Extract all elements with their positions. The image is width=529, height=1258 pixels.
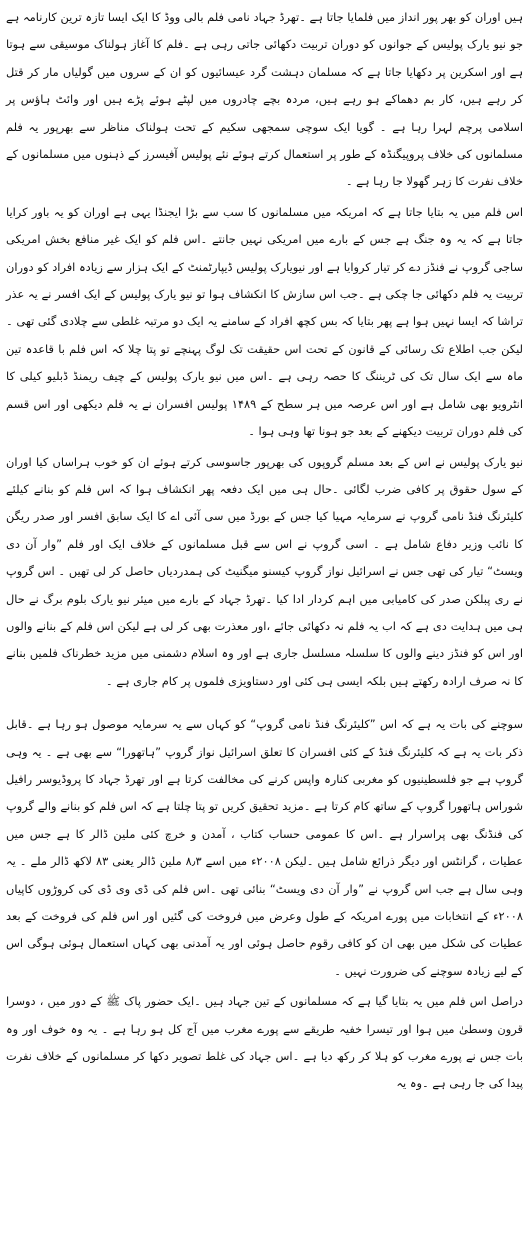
article-paragraph: ہیں اوران کو بھر پور انداز میں فلمایا جاتا ہے ۔تھرڈ جہاد نامی فلم بالی ووڈ کا ایک ایسا تازہ ترین کارنامہ ہے جو نیو یارک پولیس کے جوانوں کو دوران تربیت دکھائی جاتی رہی ہے ۔فلم کا آغاز ہولناک موسیقی سے ہوتا ہے اور اسکرین پر دکھایا جاتا ہے کہ مسلمان دہشت گرد عیسائیوں کو ان کے سروں میں گولیاں مار کر قتل کر رہے ہیں، کار بم دھماکے ہو رہے ہیں، مردہ بچے چادروں میں لپٹے ہوئے پڑے ہیں اور وائٹ ہاؤس پر اسلامی پرچم لہرا رہا ہے ۔ گویا ایک سوچی سمجھی سکیم کے تحت ہولناک مناظر سے بھرپور یہ فلم مسلمانوں کی خلاف پروپیگنڈہ کے طور پر استعمال کرتے ہوئے نئے پولیس آفیسرز کے ذہنوں میں مسلمانوں کے خلاف نفرت کا زہر گھولا جا رہا ہے ۔ bbox=[6, 10, 523, 189]
article-paragraph: سوچنے کی بات یہ ہے کہ اس ”کلیئرنگ فنڈ نامی گروپ“ کو کہاں سے یہ سرمایہ موصول ہو رہا ہے ۔قابل ذکر بات یہ ہے کہ کلیئرنگ فنڈ کے کئی افسران کا تعلق اسرائیل نواز گروپ ”ہاتھورا“ سے بھی ہے ۔ یہ وہی گروپ ہے جو فلسطینیوں کو مغربی کنارہ واپس کرنے کی مخالفت کرتا ہے اور تھرڈ جہاد کا پروڈیوسر رافیل شوراس ہاتھورا گروپ کے ساتھ کام کرتا ہے ۔مزید تحقیق کریں تو پتا چلتا ہے کہ اس فلم کو بنانے والے گروپ کی فنڈنگ بھی پراسرار ہے ۔اس کا عمومی حساب کتاب ، آمدن و خرچ کئی ملین ڈالر کا ہے جس میں عطیات ، گرانٹس اور دیگر ذرائع شامل ہیں ۔لیکن ۲۰۰۸ء میں اسے ۸٫۳ ملین ڈالر یعنی ۸۳ لاکھ ڈالر ملے ۔ یہ وہی سال ہے جب اس گروپ نے ”وار آن دی ویسٹ“ بنائی تھی ۔اس فلم کی ڈی وی ڈی کی کروڑوں کاپیاں ۲۰۰۸ء کے انتخابات میں پورے امریکہ کے طول وعرض میں فروخت کی گئیں اور اس فلم کی فروخت کے بعد عطیات کی شکل میں بھی ان کو کافی رقوم حاصل ہوئی اور یہ آمدنی بھی کہاں استعمال ہوئی ہوگی اس کے لیے زیادہ سوچنے کی ضرورت نہیں ۔ bbox=[6, 717, 524, 978]
article-paragraph: دراصل اس فلم میں یہ بتایا گیا ہے کہ مسلمانوں کے تین جہاد ہیں ۔ایک حضور پاک ﷺ کے دور میں ، دوسرا قرون وسطیٰ میں ہوا اور تیسرا خفیہ طریقے سے پورے مغرب میں آج کل ہو رہا ہے ۔ یہ وہ خوف اور وہ بات جس نے پورے مغرب کو ہلا کر رکھ دیا ہے ۔اس جہاد کی غلط تصویر دکھا کر مسلمانوں کے خلاف نفرت پیدا کی جا رہی ہے ۔وہ یہ bbox=[6, 994, 523, 1091]
article-paragraph: اس فلم میں یہ بتایا جاتا ہے کہ امریکہ میں مسلمانوں کا سب سے بڑا ایجنڈا یہی ہے اوران کو یہ باور کرایا جاتا ہے کہ یہ وہ جنگ ہے جس کے بارے میں امریکی نہیں جانتے ۔اس فلم کو ایک غیر منافع بخش امریکی ساجی گروپ نے فنڈز دے کر تیار کروایا ہے اور نیویارک پولیس ڈیپارٹمنٹ کے ایک ہزار سے زیادہ افراد کو دوران تربیت یہ فلم دکھائی جا چکی ہے ۔جب اس سازش کا انکشاف ہوا تو نیو یارک پولیس کے ایک افسر نے یہ عذر تراشا کہ ایسا نہیں ہوا ہے پھر بتایا کہ بس کچھ افراد کے سامنے یہ ایک دو مرتبہ غلطی سے چلادی گئی تھی ۔لیکن جب اطلاع تک رسائی کے قانون کے تحت اس حقیقت تک لوگ پہنچے تو پتا چلا کہ اس فلم با قاعدہ تین ماہ سے ایک سال تک کی ٹریننگ کا حصہ رہی ہے ۔اس میں نیو یارک پولیس کے چیف ریمنڈ ڈبلیو کیلی کا انٹرویو بھی شامل ہے اور اس عرصہ میں ہر سطح کے ۱۴۸۹ پولیس افسران نے یہ فلم دیکھی اور اس قسم کی فلم دوران تربیت دیکھنے کے بعد جو ہونا تھا وہی ہوا ۔ bbox=[6, 204, 523, 439]
article-paragraph: نیو یارک پولیس نے اس کے بعد مسلم گروپوں کی بھرپور جاسوسی کرتے ہوئے ان کو خوب ہراساں کیا اوران کے سول حقوق پر کافی ضرب لگائی ۔حال ہی میں ایک دفعہ پھر انکشاف ہوا کہ اس فلم کو بنانے کیلئے کلیئرنگ فنڈ نامی گروپ نے سرمایہ مہیا کیا جس کے بورڈ میں سی آئی اے کا ایک سابق افسر اور صدر ریگن کا نائب وزیر دفاع شامل ہے ۔ اسی گروپ نے اس سے قبل مسلمانوں کے خلاف ایک اور فلم ”وار آن دی ویسٹ“ تیار کی تھی جس نے اسرائیل نواز گروپ کیسنو میگنیٹ کی ہمدردیاں حاصل کر لی تھیں ۔ اس گروپ نے ری پبلکن صدر کی کامیابی میں اہم کردار ادا کیا ۔تھرڈ جہاد کے بارے میں میئر نیو یارک بلوم برگ نے حال ہی میں ہدایت دی ہے کہ اب یہ فلم نہ دکھائی جائے ،اور معذرت بھی کر لی ہے لیکن اس فلم کے بنانے والوں اور اس کو فنڈز دینے والوں کا سلسلہ مسلسل جاری ہے اور وہ اسلام دشمنی میں مزید خطرناک فلمیں بنانے کا نہ صرف ارادہ رکھتے ہیں بلکہ ایسی ہی کئی اور دستاویزی فلموں پر کام جاری ہے ۔ bbox=[6, 454, 523, 688]
